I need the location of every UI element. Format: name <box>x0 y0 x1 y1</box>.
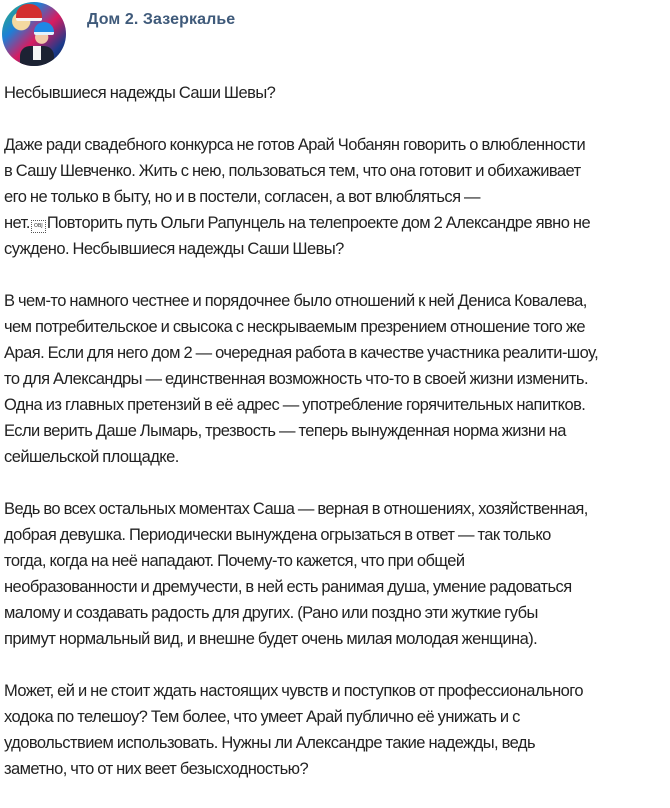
paragraph-3 <box>4 496 670 652</box>
text-fragment: нет. <box>4 214 30 232</box>
text-line: удовольствием использовать. Нужны ли Александре такие надежды, ведь <box>4 734 536 752</box>
text-line: Если верить Даше Лымарь, трезвость — теперь вынужденная норма жизни на <box>4 422 566 440</box>
text-line: малому и создавать радость для других. (Рано или поздно эти жуткие губы <box>4 604 538 622</box>
text-line: тогда, когда на неё нападают. Почему-то кажется, что при общей <box>4 552 465 570</box>
santa-hat-decoration-blue <box>34 22 54 35</box>
paragraph-4 <box>4 678 670 782</box>
post-headline <box>4 80 670 106</box>
text-line: добрая девушка. Периодически вынуждена огрызаться в ответ — так только <box>4 526 551 544</box>
post-header <box>0 0 670 70</box>
text-line: Одна из главных претензий в её адрес — употребление горячительных напитков. <box>4 396 586 414</box>
text-line: в Сашу Шевченко. Жить с нею, пользоваться тем, что она готовит и обихаживает <box>4 162 581 180</box>
paragraph-2 <box>4 288 670 470</box>
text-line: сейшельской площадке. <box>4 448 179 466</box>
text-line: суждено. Несбывшиеся надежды Саши Шевы? <box>4 240 344 258</box>
text-line: заметно, что от них веет безысходностью? <box>4 760 309 778</box>
text-line: Несбывшиеся надежды Саши Шевы? <box>4 84 276 102</box>
text-line: В чем-то намного честнее и порядочнее было отношений к ней Дениса Ковалева, <box>4 292 587 310</box>
community-avatar[interactable] <box>2 2 66 66</box>
text-line: необразованности и дремучести, в ней есть ранимая душа, умение радоваться <box>4 578 572 596</box>
text-line: Арая. Если для него дом 2 — очередная работа в качестве участника реалити-шоу, <box>4 344 599 362</box>
shirt-decoration <box>33 46 41 60</box>
text-line: Даже ради свадебного конкурса не готов Арай Чобанян говорить о влюбленности <box>4 136 586 154</box>
text-line-with-object <box>4 210 670 236</box>
post-text <box>4 80 670 808</box>
object-replacement-icon: OBJ <box>31 220 46 233</box>
paragraph-1 <box>4 132 670 262</box>
text-line: то для Александры — единственная возможность что-то в своей жизни изменить. <box>4 370 588 388</box>
text-line: ходока по телешоу? Тем более, что умеет Арай публично её унижать и с <box>4 708 520 726</box>
santa-hat-decoration <box>16 4 42 21</box>
text-line: Ведь во всех остальных моментах Саша — верная в отношениях, хозяйственная, <box>4 500 588 518</box>
text-line: его не только в быту, но и в постели, согласен, а вот влюбляться — <box>4 188 480 206</box>
text-fragment: Повторить путь Ольги Рапунцель на телепроекте дом 2 Александре явно не <box>46 214 591 232</box>
text-line: чем потребительское и свысока с нескрываемым презрением отношение того же <box>4 318 585 336</box>
community-name-link[interactable]: Дом 2. Зазеркалье <box>87 11 236 28</box>
text-line: примут нормальный вид, и внешне будет очень милая молодая женщина). <box>4 630 538 648</box>
text-line: Может, ей и не стоит ждать настоящих чувств и поступков от профессионального <box>4 682 583 700</box>
